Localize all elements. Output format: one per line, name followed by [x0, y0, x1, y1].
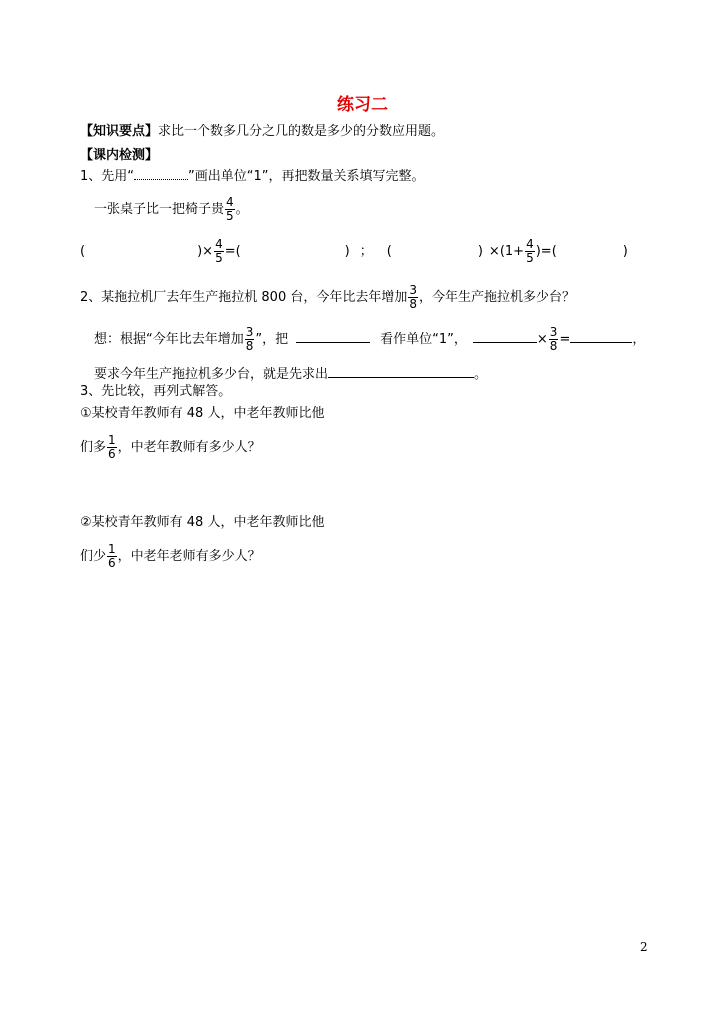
q3-p1-text-1: 们多	[80, 440, 107, 455]
q2-think-a: 想：根据“今年比去年增加	[94, 332, 244, 347]
eq-times-2: ×	[488, 244, 500, 259]
q2-text-b: ，今年生产拖拉机多少台？	[419, 290, 576, 305]
q2-think-frac-den: 8	[245, 339, 254, 353]
q2-think-frac2-num: 3	[549, 325, 558, 339]
q3-p2-fraction	[107, 543, 117, 570]
eq-rparen-2: )	[344, 244, 350, 259]
q2-product-blank[interactable]	[473, 330, 537, 343]
q2-think-comma: ，	[632, 332, 646, 347]
eq-paren-open: (1+	[499, 244, 525, 259]
eq-fraction-2	[525, 238, 535, 265]
q3-heading: 3、先比较，再列式解答。	[80, 384, 232, 399]
q3-p2-text-2: ，中老年老师有多少人？	[117, 549, 261, 564]
q1-line	[80, 169, 425, 185]
page-title: 练习二	[337, 95, 388, 115]
eq-frac2-den: 5	[526, 251, 534, 265]
q1-text-b: ”画出单位“1”，再把数量关系填写完整。	[188, 169, 425, 184]
q2-think-fraction-2	[549, 326, 559, 353]
eq-frac1-den: 5	[215, 251, 223, 265]
eq-rparen-1: )	[197, 244, 203, 259]
section-tag: 【课内检测】	[80, 148, 159, 163]
q3-p1-line-a: ①某校青年教师有 48 人，中老年教师比他	[80, 406, 325, 421]
eq-equals-2: =(	[540, 244, 557, 259]
q3-p2-line-b	[80, 543, 261, 571]
q2-think-frac2-den: 8	[549, 339, 558, 353]
knowledge-tag: 【知识要点】	[80, 124, 159, 139]
q2-frac-num: 3	[409, 283, 417, 297]
q3-p1-text-2: ，中老年教师有多少人？	[117, 440, 261, 455]
q3-p1-line-b	[80, 434, 261, 462]
q2-think-b: ”，把	[255, 332, 289, 347]
q3-p2-text-1: 们少	[80, 549, 107, 564]
q1-frac-num: 4	[226, 195, 234, 209]
q2-line2	[94, 365, 487, 383]
q2-think-frac-num: 3	[245, 325, 254, 339]
q1-frac-den: 5	[226, 209, 234, 223]
knowledge-line	[80, 124, 444, 140]
q3-p1-frac-num: 1	[108, 433, 116, 447]
q1-sentence-text: 一张桌子比一把椅子贵	[94, 202, 225, 217]
eq-frac1-num: 4	[215, 237, 223, 251]
q1-sentence-end: 。	[235, 202, 249, 217]
q3-p2-line-a: ②某校青年教师有 48 人，中老年教师比他	[80, 515, 325, 530]
q1-text-a: 1、先用“	[80, 169, 135, 184]
q2-line	[80, 284, 575, 312]
q1-fraction	[225, 196, 235, 223]
knowledge-text: 求比一个数多几分之几的数是多少的分数应用题。	[158, 124, 445, 139]
q2-fraction	[408, 284, 418, 311]
page-number: 2	[640, 940, 648, 954]
q2-think-times: ×	[536, 332, 548, 347]
q2-find-blank[interactable]	[328, 365, 474, 378]
eq-equals-1: =(	[224, 244, 241, 259]
eq-lparen-1: (	[80, 244, 86, 259]
q2-unit-blank[interactable]	[296, 330, 370, 343]
q2-think-line	[94, 326, 645, 354]
q3-p1-frac-den: 6	[108, 447, 116, 461]
eq-rparen-4: )	[622, 244, 628, 259]
q2-result-blank[interactable]	[570, 330, 632, 343]
q2-think-c: 看作单位“1”，	[380, 332, 467, 347]
q2-text-a: 2、某拖拉机厂去年生产拖拉机 800 台，今年比去年增加	[80, 290, 408, 305]
q1-equation-row	[80, 238, 628, 266]
q1-sentence	[94, 196, 249, 224]
q2-frac-den: 8	[409, 297, 417, 311]
eq-lparen-2: (	[386, 244, 392, 259]
eq-semicolon: ；	[359, 244, 373, 259]
q3-p2-frac-den: 6	[108, 556, 116, 570]
q3-p2-frac-num: 1	[108, 542, 116, 556]
q2-think-fraction	[245, 326, 255, 353]
eq-fraction-1	[214, 238, 224, 265]
q3-p1-fraction	[107, 434, 117, 461]
eq-paren-close: )	[535, 244, 541, 259]
q2-think-eq: =	[559, 332, 571, 347]
q2-line2-a: 要求今年生产拖拉机多少台，就是先求出	[94, 367, 329, 382]
eq-rparen-3: )	[477, 244, 483, 259]
q2-line2-b: 。	[474, 367, 488, 382]
eq-times-1: ×	[202, 244, 214, 259]
q1-wavy-blank	[134, 169, 188, 180]
eq-frac2-num: 4	[526, 237, 534, 251]
